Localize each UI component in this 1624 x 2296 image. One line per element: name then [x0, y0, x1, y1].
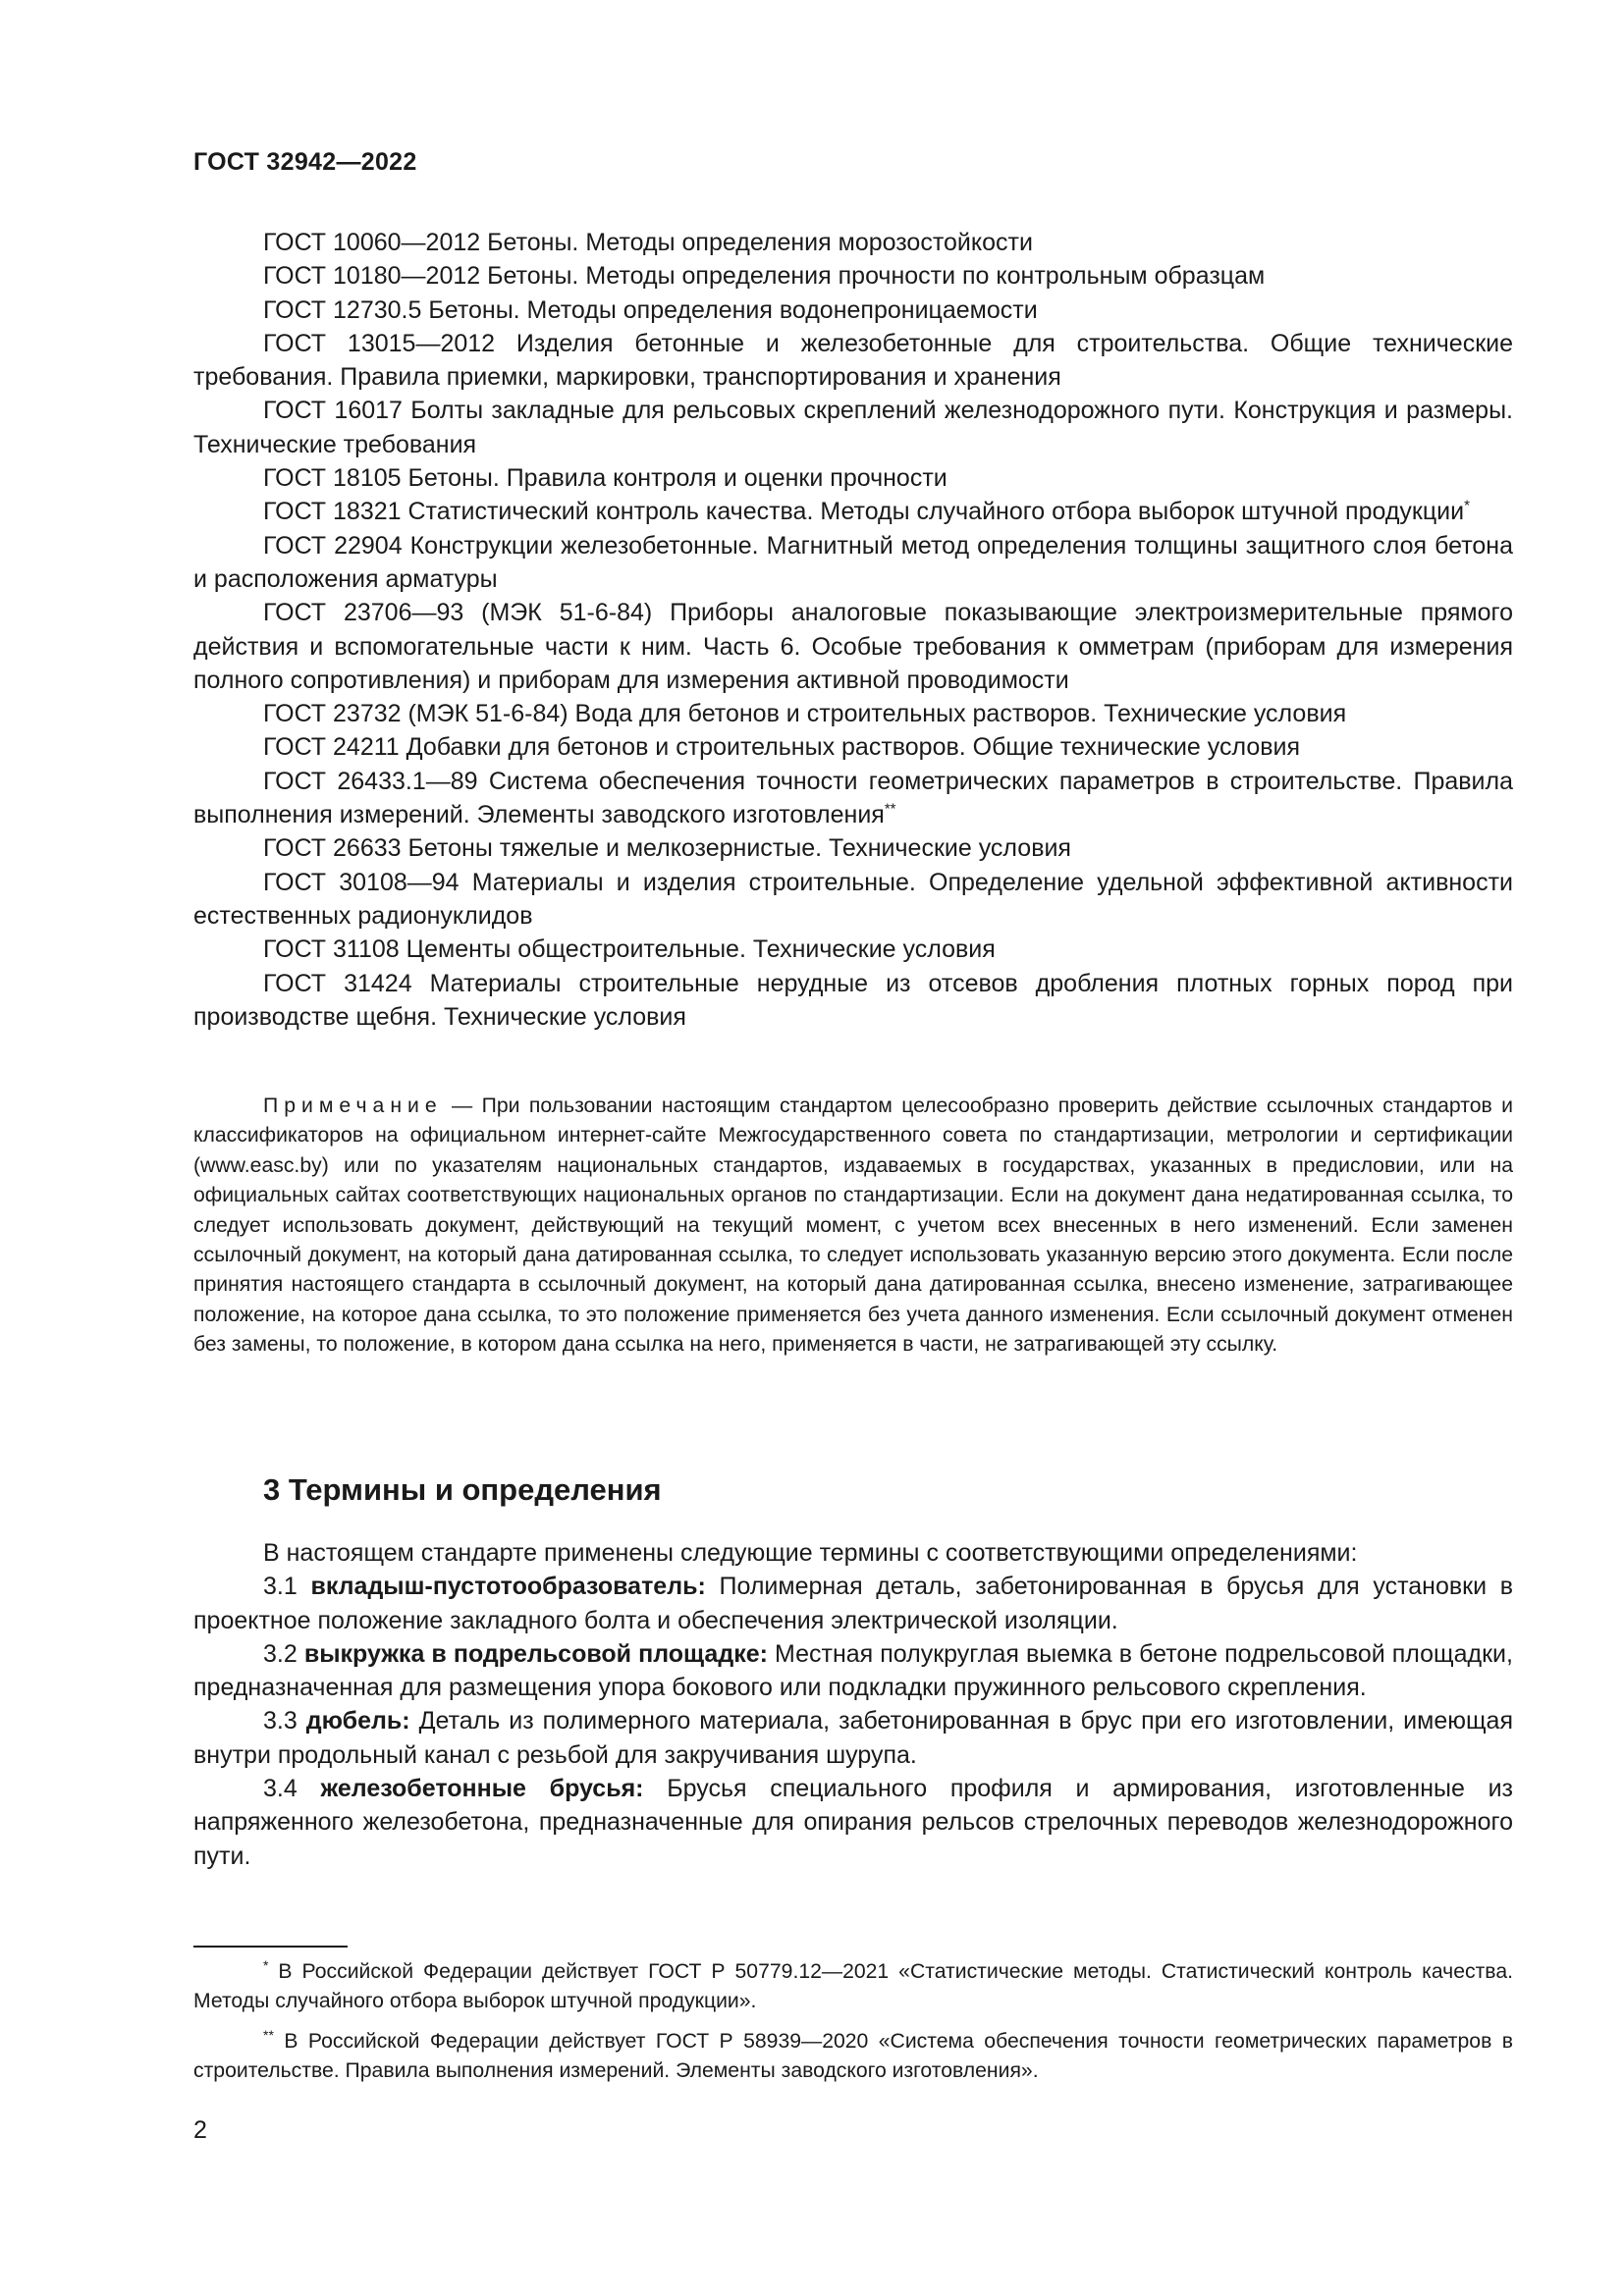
- term-definition: Полимерная деталь, забетонированная в брусья для установки в проектное положение закладного болта и обеспечения электрической изоляции.: [193, 1573, 1514, 1634]
- term-item: [193, 1704, 1513, 1772]
- reference-item: ГОСТ 22904 Конструкции железобетонные. Магнитный метод определения толщины защитного слоя бетона и расположения арматуры: [193, 531, 1513, 593]
- reference-item: ГОСТ 10180—2012 Бетоны. Методы определения прочности по контрольным образцам: [263, 262, 1266, 291]
- footnote-mark: **: [263, 2026, 274, 2043]
- section-intro: В настоящем стандарте применены следующие термины с соответствующими определениями:: [263, 1539, 1358, 1567]
- term-item: [193, 1637, 1513, 1705]
- footnote-divider: [193, 1946, 348, 1948]
- term-number: 3.1: [263, 1573, 298, 1601]
- term-item: [193, 1772, 1513, 1873]
- term-definition: Деталь из полимерного материала, забетонированная в брус при его изготовлении, имеющая внутри продольный канал с резьбой для закручивания шурупа.: [193, 1707, 1513, 1769]
- references-note: [193, 1092, 1513, 1361]
- normative-references-list: [193, 226, 1513, 1034]
- term-definition: Местная полукруглая выемка в бетоне подрельсовой площадки, предназначенная для размещения упора бокового или подкладки пружинного рельсового скрепления.: [193, 1639, 1513, 1702]
- reference-item: ГОСТ 31424 Материалы строительные нерудные из отсевов дробления плотных горных пород при производстве щебня. Технические условия: [193, 969, 1513, 1031]
- section-title: 3 Термины и определения: [263, 1472, 662, 1507]
- document-header-code: ГОСТ 32942—2022: [193, 148, 417, 176]
- reference-item: ГОСТ 26433.1—89 Система обеспечения точности геометрических параметров в строительстве. Правила выполнения измерений. Элементы заводского изготовления**: [193, 767, 1513, 829]
- reference-item: ГОСТ 16017 Болты закладные для рельсовых скреплений железнодорожного пути. Конструкция и размеры. Технические требования: [193, 397, 1513, 458]
- term-number: 3.3: [263, 1707, 298, 1735]
- footnote-ref-mark[interactable]: *: [1464, 498, 1470, 515]
- term-number: 3.4: [263, 1775, 298, 1803]
- reference-item: ГОСТ 10060—2012 Бетоны. Методы определения морозостойкости: [263, 229, 1033, 256]
- term-definition: Брусья специального профиля и армирования, изготовленные из напряженного железобетона, предназначенные для опирания рельсов стрелочных переводов железнодорожного пути.: [193, 1775, 1514, 1870]
- reference-item: ГОСТ 18105 Бетоны. Правила контроля и оценки прочности: [263, 464, 947, 493]
- terms-list: [193, 1536, 1513, 1873]
- footnote-ref-mark[interactable]: **: [884, 800, 896, 818]
- term-name: вкладыш-пустотообразователь:: [310, 1573, 706, 1601]
- reference-item: ГОСТ 23706—93 (МЭК 51-6-84) Приборы аналоговые показывающие электроизмерительные прямого действия и вспомогательные части к ним. Часть 6. Особые требования к омметрам (приборам для измерения полного сопротивления) и приборам для измерения активной проводимости: [193, 599, 1513, 694]
- term-name: дюбель:: [305, 1707, 410, 1735]
- reference-item: ГОСТ 13015—2012 Изделия бетонные и железобетонные для строительства. Общие технические требования. Правила приемки, маркировки, транспортирования и хранения: [193, 329, 1513, 392]
- reference-item: ГОСТ 30108—94 Материалы и изделия строительные. Определение удельной эффективной активности естественных радионуклидов: [193, 868, 1513, 930]
- page-number: 2: [193, 2116, 207, 2144]
- reference-item: ГОСТ 12730.5 Бетоны. Методы определения водонепроницаемости: [263, 295, 1038, 324]
- footnote-item: * В Российской Федерации действует ГОСТ Р 50779.12—2021 «Статистические методы. Статистический контроль качества. Методы случайного отбора выборок штучной продукции».: [193, 1956, 1513, 2013]
- reference-item: ГОСТ 18321 Статистический контроль качества. Методы случайного отбора выборок штучной продукции*: [263, 498, 1470, 526]
- footnotes: [193, 1957, 1513, 2097]
- reference-item: ГОСТ 24211 Добавки для бетонов и строительных растворов. Общие технические условия: [263, 733, 1301, 762]
- note-text: — При пользовании настоящим стандартом целесообразно проверить действие ссылочных стандартов и классификаторов на официальном интернет-сайте Межгосударственного совета по стандартизации, метрологии и сертификации (www.easc.by) или по указателям национальных стандартов, издаваемых в государствах, указанных в предисловии, или на официальных сайтах соответствующих национальных органов по стандартизации. Если на документ дана недатированная ссылка, то следует использовать документ, действующий на текущий момент, с учетом всех внесенных в него изменений. Если заменен ссылочный документ, на который дана датированная ссылка, то следует использовать указанную версию этого документа. Если после принятия настоящего стандарта в ссылочный документ, на который дана датированная ссылка, внесено изменение, затрагивающее положение, на которое дана ссылка, то это положение применяется без учета данного изменения. Если ссылочный документ отменен без замены, то положение, в котором дана ссылка на него, применяется в части, не затрагивающей эту ссылку.: [193, 1095, 1513, 1357]
- term-item: [193, 1570, 1513, 1637]
- footnote-item: ** В Российской Федерации действует ГОСТ Р 58939—2020 «Система обеспечения точности геометрических параметров в строительстве. Правила выполнения измерений. Элементы заводского изготовления».: [193, 2026, 1513, 2083]
- reference-item: ГОСТ 26633 Бетоны тяжелые и мелкозернистые. Технические условия: [263, 834, 1071, 863]
- note-label: Примечание: [263, 1095, 443, 1117]
- reference-item: ГОСТ 31108 Цементы общестроительные. Технические условия: [263, 935, 996, 964]
- footnote-mark: *: [263, 1956, 269, 1973]
- reference-item: ГОСТ 23732 (МЭК 51-6-84) Вода для бетонов и строительных растворов. Технические условия: [263, 700, 1347, 728]
- term-number: 3.2: [263, 1639, 298, 1668]
- term-name: выкружка в подрельсовой площадке:: [303, 1639, 768, 1668]
- term-name: железобетонные брусья:: [320, 1775, 644, 1803]
